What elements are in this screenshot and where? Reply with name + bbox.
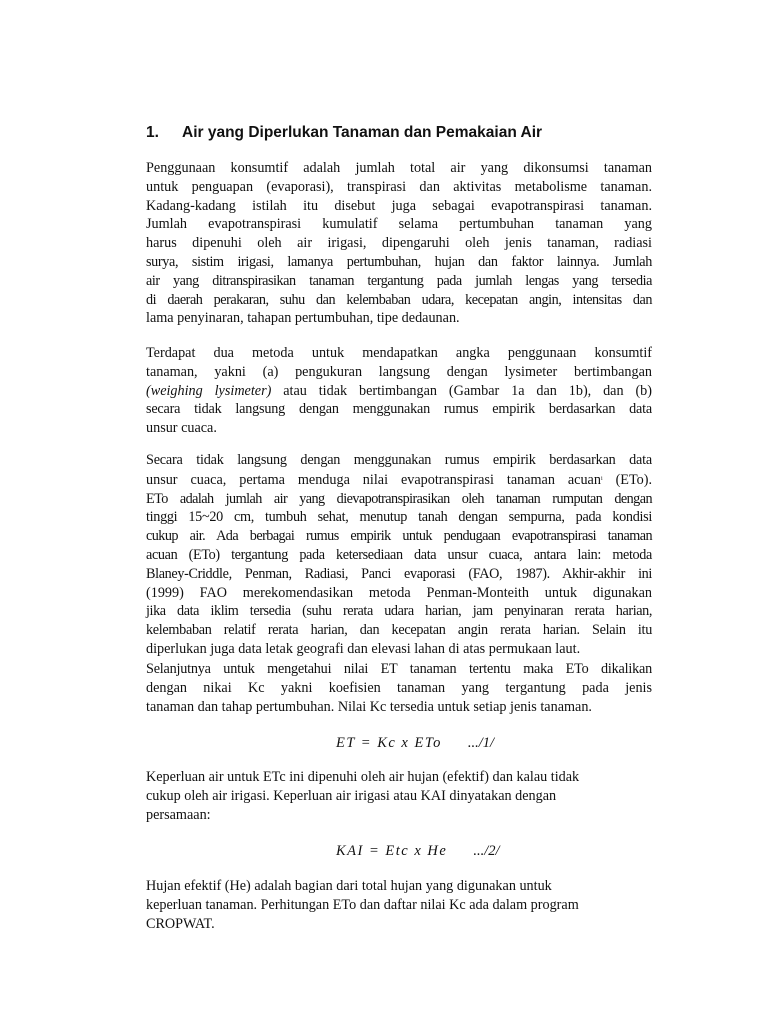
text-line-mixed <box>146 470 652 490</box>
text-line-mixed <box>146 382 652 401</box>
formula-et <box>336 735 494 752</box>
formula-kai <box>336 843 500 860</box>
paragraph-kai <box>146 768 652 824</box>
text-segment: (ETo). <box>602 471 652 488</box>
text-line: cukup air. Ada berbagai rumus empirik untuk pendugaan evapotranspirasi tanaman <box>146 528 652 545</box>
text-line: surya, sistim irigasi, lamanya pertumbuhan, hujan dan faktor lainnya. Jumlah <box>146 253 652 270</box>
text-line: unsur cuaca. <box>146 420 217 437</box>
text-line: lama penyinaran, tahapan pertumbuhan, tipe dedaunan. <box>146 310 460 327</box>
text-line: CROPWAT. <box>146 915 215 932</box>
paragraph-kc <box>146 660 652 716</box>
paragraph-consumptive-use <box>146 159 652 328</box>
text-line: secara tidak langsung dengan menggunakan rumus empirik berdasarkan data <box>146 401 652 418</box>
text-line: Keperluan air untuk ETc ini dipenuhi oleh air hujan (efektif) dan kalau tidak <box>146 769 580 785</box>
text-line: Selanjutnya untuk mengetahui nilai ET tanaman tertentu maka ETo dikalikan <box>146 661 652 677</box>
text-line: tanaman dan tahap pertumbuhan. Nilai Kc tersedia untuk setiap jenis tanaman. <box>146 698 592 715</box>
text-line: Jumlah evapotranspirasi kumulatif selama pertumbuhan tanaman yang <box>146 216 652 233</box>
italic-term: (weighing lysimeter) <box>146 382 272 399</box>
text-line: dengan nikai Kc yakni koefisien tanaman yang tergantung pada jenis <box>146 679 652 696</box>
text-line: harus dipenuhi oleh air irigasi, dipengaruhi oleh jenis tanaman, radiasi <box>146 235 652 252</box>
text-line: cukup oleh air irigasi. Keperluan air irigasi atau KAI dinyatakan dengan <box>146 787 557 804</box>
text-line: jika data iklim tersedia (suhu rerata udara harian, jam penyinaran rerata harian, <box>146 603 652 620</box>
text-line: kelembaban relatif rerata harian, dan kecepatan angin rerata harian. Selain itu <box>146 622 652 639</box>
formula-reference: .../1/ <box>467 735 495 751</box>
text-line: persamaan: <box>146 806 211 823</box>
section-number: 1. <box>146 124 159 141</box>
formula-expression: ET = Kc x ETo <box>336 735 442 751</box>
paragraph-indirect-method <box>146 451 652 659</box>
paragraph-effective-rain <box>146 877 652 933</box>
text-line: tinggi 15~20 cm, tumbuh sehat, menutup tanah dengan sempurna, pada kondisi <box>146 509 652 526</box>
formula-reference: .../2/ <box>473 843 500 859</box>
text-line: Terdapat dua metoda untuk mendapatkan angka penggunaan konsumtif <box>146 345 652 361</box>
text-line: Penggunaan konsumtif adalah jumlah total air yang dikonsumsi tanaman <box>146 160 652 176</box>
formula-expression: KAI = Etc x He <box>336 843 448 859</box>
text-line: Blaney-Criddle, Penman, Radiasi, Panci evaporasi (FAO, 1987). Akhir-akhir ini <box>146 565 652 582</box>
footnote-marker: i <box>600 475 603 482</box>
section-heading <box>146 124 542 142</box>
text-line: keperluan tanaman. Perhitungan ETo dan daftar nilai Kc ada dalam program <box>146 896 579 913</box>
text-line: tanaman, yakni (a) pengukuran langsung dengan lysimeter bertimbangan <box>146 363 652 380</box>
text-line: diperlukan juga data letak geografi dan elevasi lahan di atas permukaan laut. <box>146 640 581 657</box>
text-segment: atau tidak bertimbangan (Gambar 1a dan 1b), dan (b) <box>271 382 652 399</box>
text-line: ETo adalah jumlah air yang dievapotranspirasikan oleh tanaman rumputan dengan <box>146 490 652 507</box>
text-line: acuan (ETo) tergantung pada ketersediaan data unsur cuaca, antara lain: metoda <box>146 546 652 563</box>
text-line: Hujan efektif (He) adalah bagian dari total hujan yang digunakan untuk <box>146 878 552 894</box>
text-line: Secara tidak langsung dengan menggunakan rumus empirik berdasarkan data <box>146 452 652 468</box>
text-line: di daerah perakaran, suhu dan kelembaban udara, kecepatan angin, intensitas dan <box>146 291 652 308</box>
paragraph-methods <box>146 344 652 438</box>
text-line: (1999) FAO merekomendasikan metoda Penman-Monteith untuk digunakan <box>146 584 652 601</box>
section-title: Air yang Diperlukan Tanaman dan Pemakaian Air <box>182 124 543 141</box>
text-line: Kadang-kadang istilah itu disebut juga sebagai evapotranspirasi tanaman. <box>146 197 652 214</box>
text-line: air yang ditranspirasikan tanaman tergantung pada jumlah lengas yang tersedia <box>146 272 652 289</box>
text-line: untuk penguapan (evaporasi), transpirasi dan aktivitas metabolisme tanaman. <box>146 178 652 195</box>
text-segment: unsur cuaca, pertama menduga nilai evapotranspirasi tanaman acuan <box>146 471 601 488</box>
